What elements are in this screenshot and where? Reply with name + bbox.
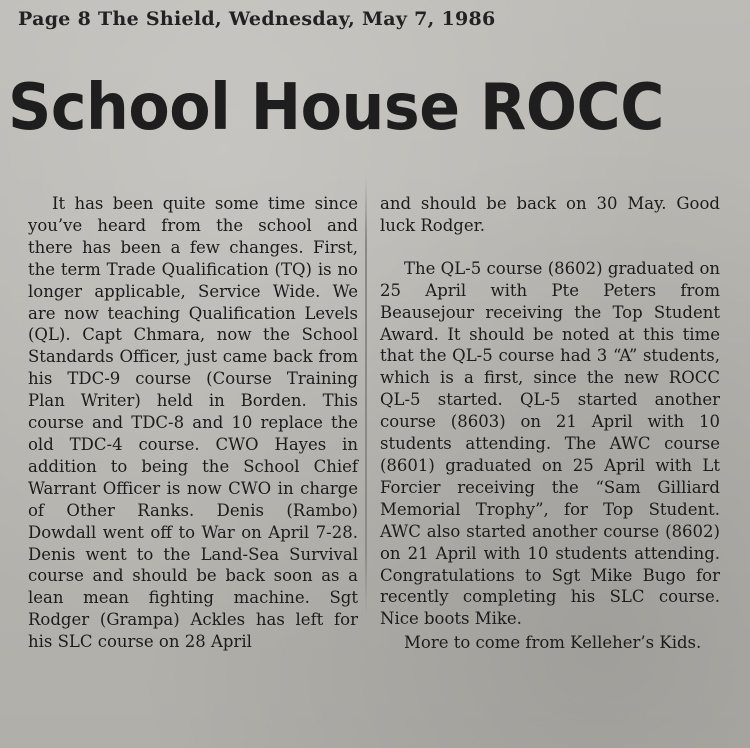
article-paragraph-continued: and should be back on 30 May. Good luck Rodger. [380,194,720,235]
page-header: Page 8 The Shield, Wednesday, May 7, 1986 [18,8,496,30]
article-column-right [380,193,720,654]
headline: School House ROCC [8,71,664,145]
article-paragraph-1: It has been quite some time since you’ve heard from the school and there has been a few changes. First, the term Trade Qualification (TQ) is no longer applicable, Service Wide. We are now teaching Qualification Levels (QL). Capt Chmara, now the School Standards Officer, just came back from his TDC-9 course (Course Training Plan Writer) held in Borden. This course and TDC-8 and 10 replace the old TDC-4 course. CWO Hayes in addition to being the School Chief Warrant Officer is now CWO in charge of Other Ranks. Denis (Rambo) Dowdall went off to War on April 7-28. Denis went to the Land-Sea Survival course and should be back soon as a lean mean fighting machine. Sgt Rodger (Grampa) Ackles has left for his SLC course on 28 April [28,194,358,652]
article-paragraph-3: More to come from Kelleher’s Kids. [404,633,702,653]
paper-fold-crease [365,176,367,616]
article-column-left [28,193,358,653]
article-paragraph-2: The QL-5 course (8602) graduated on 25 April with Pte Peters from Beausejour receiving the Top Student Award. It should be noted at this time that the QL-5 course had 3 “A” students, which is a first, since the new ROCC QL-5 started. QL-5 started another course (8603) on 21 April with 10 students attending. The AWC course (8601) graduated on 25 April with Lt Forcier receiving the “Sam Gilliard Memorial Trophy”, for Top Student. AWC also started another course (8602) on 21 April with 10 students attending. Congratulations to Sgt Mike Bugo for recently completing his SLC course. Nice boots Mike. [380,258,720,629]
